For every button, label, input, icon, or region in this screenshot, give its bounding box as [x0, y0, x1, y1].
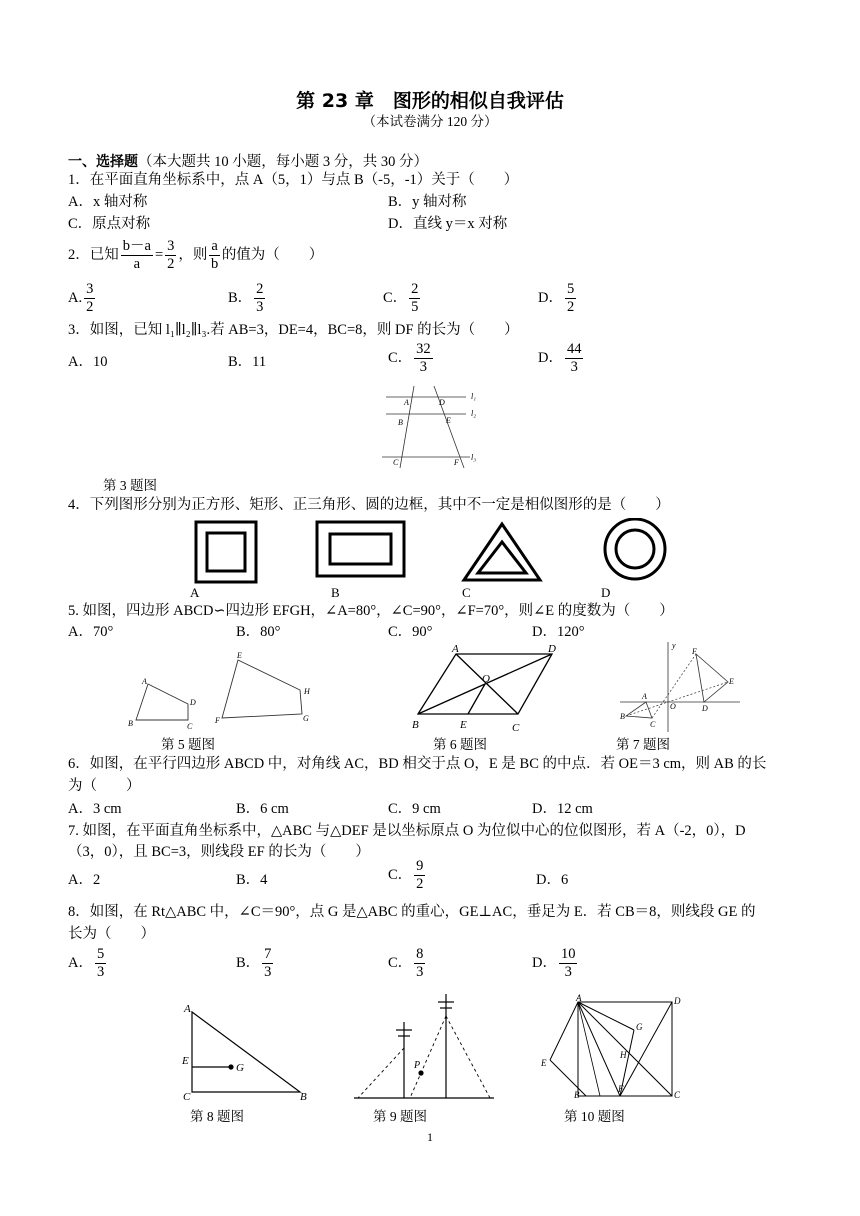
q7-c-num: 9 [416, 858, 424, 874]
q8-stem-line2: 长为（ ） [68, 926, 155, 942]
q8-a-den: 3 [96, 964, 105, 980]
q5-label-a: A [142, 677, 147, 686]
q5-label-f: F [215, 716, 220, 725]
q9-label-p: P [414, 1060, 421, 1071]
q7-label-e: E [729, 677, 734, 686]
q5-caption: 第 5 题图 [161, 737, 215, 752]
q3-d-label: D． [538, 349, 563, 366]
q2-d-num: 5 [566, 281, 575, 297]
q5-option-c: C．90° [388, 624, 433, 640]
q5-option-b: B．80° [236, 624, 281, 640]
q6-option-b: B．6 cm [236, 801, 289, 817]
q2-c-den: 5 [411, 299, 419, 315]
q8-d-num: 10 [560, 946, 576, 962]
q3-label-c: C [393, 458, 399, 467]
q2-option-c [383, 281, 422, 316]
q5-label-g: G [303, 714, 309, 723]
q8-option-d [532, 946, 579, 981]
q2-f1-den: a [133, 256, 141, 272]
q4-circle-inner [616, 530, 654, 568]
q1-option-c: C．原点对称 [68, 216, 151, 232]
q1-option-a: A．x 轴对称 [68, 194, 148, 210]
q2-a-label: A. [68, 289, 83, 306]
q8-option-c [388, 946, 427, 981]
q7-stem-line2: （3，0），且 BC=3，则线段 EF 的长为（ ） [68, 844, 370, 860]
q8-label-e: E [182, 1055, 189, 1067]
q4-label-b: B [331, 585, 340, 600]
q5-figure [122, 646, 322, 732]
q10-caption: 第 10 题图 [564, 1109, 625, 1124]
q3-c-fraction [414, 341, 433, 376]
q2-f1-num: b－a [122, 238, 151, 254]
q2-eq: = [154, 246, 164, 263]
q2-d-label: D． [538, 289, 563, 306]
q2-mid: ，则 [178, 246, 208, 263]
q3-stem: 3．如图，已知 l₁∥l₂∥l₃.若 AB=3，DE=4，BC=8，则 DF 的长为（ ） [68, 322, 519, 338]
q8-label-b: B [300, 1091, 307, 1103]
q7-label-y: y [672, 641, 676, 650]
q2-option-b [228, 281, 267, 316]
q1-stem: 1．在平面直角坐标系中，点 A（5，1）与点 B（-5，-1）关于（ ） [68, 172, 519, 188]
q3-option-a: A．10 [68, 354, 108, 370]
q8-d-fraction [559, 946, 578, 981]
section-heading-note: （本大题共 10 小题，每小题 3 分，共 30 分） [138, 154, 428, 170]
q2-a-fraction [84, 281, 95, 316]
q5-label-h: H [304, 687, 310, 696]
q2-f2-den: 2 [167, 256, 175, 272]
q2-fraction-1 [121, 238, 153, 273]
q3-label-l2: l₂ [471, 409, 477, 418]
q8-label-a: A [184, 1003, 191, 1015]
q8-a-label: A． [68, 954, 93, 971]
section-heading [68, 150, 428, 171]
q6-label-b: B [412, 719, 419, 731]
q8-c-label: C． [388, 954, 413, 971]
q1-option-d: D．直线 y＝x 对称 [388, 216, 508, 232]
q7-figure [616, 638, 742, 734]
q8-c-num: 8 [416, 946, 424, 962]
q4-label-c: C [462, 585, 471, 600]
q6-stem-line2: 为（ ） [68, 778, 141, 794]
q3-label-e: E [446, 416, 451, 425]
q3-label-b: B [398, 418, 403, 427]
q3-label-l3: l₃ [471, 453, 477, 462]
q10-label-c: C [674, 1090, 681, 1100]
q6-option-c: C．9 cm [388, 801, 441, 817]
q6-option-a: A．3 cm [68, 801, 122, 817]
q3-figure [378, 384, 488, 474]
q3-c-num: 32 [416, 341, 431, 357]
q2-c-label: C． [383, 289, 408, 306]
q7-stem-line1: 7. 如图，在平面直角坐标系中，△ABC 与△DEF 是以坐标原点 O 为位似中心的位似图形，若 A（-2，0），D [68, 823, 746, 839]
q2-a-den: 2 [86, 299, 94, 315]
q7-option-a: A．2 [68, 872, 101, 888]
q6-caption: 第 6 题图 [433, 737, 487, 752]
q8-stem-line1: 8．如图，在 Rt△ABC 中，∠C＝90°，点 G 是△ABC 的重心，GE⊥AC，垂足为 E．若 CB＝8，则线段 GE 的 [68, 904, 756, 920]
q5-label-b: B [128, 719, 133, 728]
q2-option-a [68, 281, 97, 316]
q8-a-fraction [95, 946, 106, 981]
q4-label-a: A [190, 585, 200, 600]
q3-option-d [538, 341, 585, 376]
q3-d-den: 3 [570, 359, 578, 375]
q7-label-c: C [650, 720, 656, 729]
q10-label-e: E [541, 1058, 547, 1068]
q10-label-g: G [636, 1022, 643, 1032]
q8-b-label: B． [236, 954, 261, 971]
q3-c-label: C． [388, 349, 413, 366]
q6-stem-line1: 6．如图，在平行四边形 ABCD 中，对角线 AC，BD 相交于点 O，E 是 BC 的中点．若 OE＝3 cm，则 AB 的长 [68, 756, 767, 772]
q5-stem: 5. 如图，四边形 ABCD∽四边形 EFGH，∠A=80°，∠C=90°，∠F=70°，则∠E 的度数为（ ） [68, 603, 674, 619]
q2-b-den: 3 [256, 299, 264, 315]
q6-label-c: C [512, 722, 520, 734]
q2-stem [68, 238, 323, 273]
q7-label-d: D [702, 704, 708, 713]
q4-figures [180, 518, 700, 602]
q4-square-outer [196, 522, 256, 582]
q8-figure [176, 1000, 316, 1104]
q5-label-c: C [187, 722, 193, 731]
page-subtitle: （本试卷满分 120 分） [362, 114, 498, 129]
q3-d-num: 44 [566, 341, 582, 357]
q2-f3-num: a [211, 238, 218, 254]
q7-c-den: 2 [416, 876, 424, 892]
q3-label-l1: l₁ [471, 392, 477, 401]
q2-c-fraction [409, 281, 420, 316]
q6-label-e: E [460, 719, 467, 731]
page-number: 1 [427, 1130, 433, 1144]
q6-option-d: D．12 cm [532, 801, 593, 817]
q7-option-d: D．6 [536, 872, 569, 888]
q2-suffix: 的值为（ ） [221, 246, 324, 263]
q2-c-num: 2 [411, 281, 419, 297]
q8-b-den: 3 [264, 964, 272, 980]
q8-b-fraction [262, 946, 273, 981]
q2-f2-num: 3 [167, 238, 175, 254]
q2-b-num: 2 [256, 281, 264, 297]
q8-label-g: G [236, 1062, 244, 1074]
q7-caption: 第 7 题图 [616, 737, 670, 752]
q2-option-d [538, 281, 578, 316]
q4-stem: 4．下列图形分别为正方形、矩形、正三角形、圆的边框，其中不一定是相似图形的是（ ） [68, 497, 670, 513]
q7-label-b: B [620, 712, 625, 721]
q6-label-d: D [548, 643, 556, 655]
q8-c-den: 3 [416, 964, 424, 980]
q2-d-fraction [565, 281, 576, 316]
q2-b-fraction [254, 281, 265, 316]
q8-option-b [236, 946, 275, 981]
q1-option-b: B．y 轴对称 [388, 194, 467, 210]
q6-label-a: A [452, 643, 459, 655]
q4-rect-inner [330, 534, 391, 564]
q5-option-d: D．120° [532, 624, 585, 640]
q3-option-c [388, 341, 435, 376]
q8-a-num: 5 [96, 946, 105, 962]
q3-label-d: D [439, 398, 445, 407]
q5-option-a: A．70° [68, 624, 114, 640]
q7-option-b: B．4 [236, 872, 268, 888]
q2-d-den: 2 [566, 299, 575, 315]
q2-f3-den: b [210, 256, 219, 272]
q2-a-num: 3 [86, 281, 94, 297]
q3-d-fraction [565, 341, 584, 376]
q8-label-c: C [183, 1091, 191, 1103]
q10-label-f: F [618, 1084, 624, 1094]
q10-label-b: B [574, 1090, 580, 1100]
q8-caption: 第 8 题图 [190, 1109, 244, 1124]
q3-label-a: A [404, 398, 409, 407]
q8-b-num: 7 [264, 946, 272, 962]
q2-fraction-3 [209, 238, 219, 273]
section-heading-label: 一、选择题 [68, 154, 138, 170]
q5-label-d: D [190, 698, 196, 707]
q4-circle-outer [605, 519, 665, 579]
page-title: 第 23 章 图形的相似自我评估 [296, 90, 564, 112]
q8-c-fraction [414, 946, 425, 981]
q5-label-e: E [237, 651, 242, 660]
q8-d-den: 3 [564, 964, 572, 980]
q9-figure [350, 990, 498, 1102]
q3-caption: 第 3 题图 [103, 478, 157, 493]
q10-label-a: A [576, 994, 582, 1003]
q10-label-d: D [674, 996, 681, 1006]
q4-square-inner [207, 533, 245, 571]
q8-d-label: D． [532, 954, 557, 971]
q10-figure [538, 994, 684, 1102]
q6-label-o: O [482, 673, 490, 685]
q3-option-b: B．11 [228, 354, 267, 370]
q7-option-c [388, 858, 427, 893]
q3-c-den: 3 [419, 359, 428, 375]
q9-caption: 第 9 题图 [373, 1109, 427, 1124]
q7-label-o: O [670, 702, 676, 711]
q10-label-h: H [620, 1050, 627, 1060]
q8-option-a [68, 946, 108, 981]
q7-label-a: A [642, 692, 647, 701]
q2-b-label: B． [228, 289, 253, 306]
q2-prefix: 2．已知 [68, 246, 119, 263]
q4-label-d: D [601, 585, 611, 600]
q7-label-f: F [692, 647, 697, 656]
q6-figure [406, 640, 572, 734]
q7-c-label: C． [388, 866, 413, 883]
q2-fraction-2 [165, 238, 176, 273]
q7-c-fraction [414, 858, 425, 893]
q3-label-f: F [454, 458, 459, 467]
